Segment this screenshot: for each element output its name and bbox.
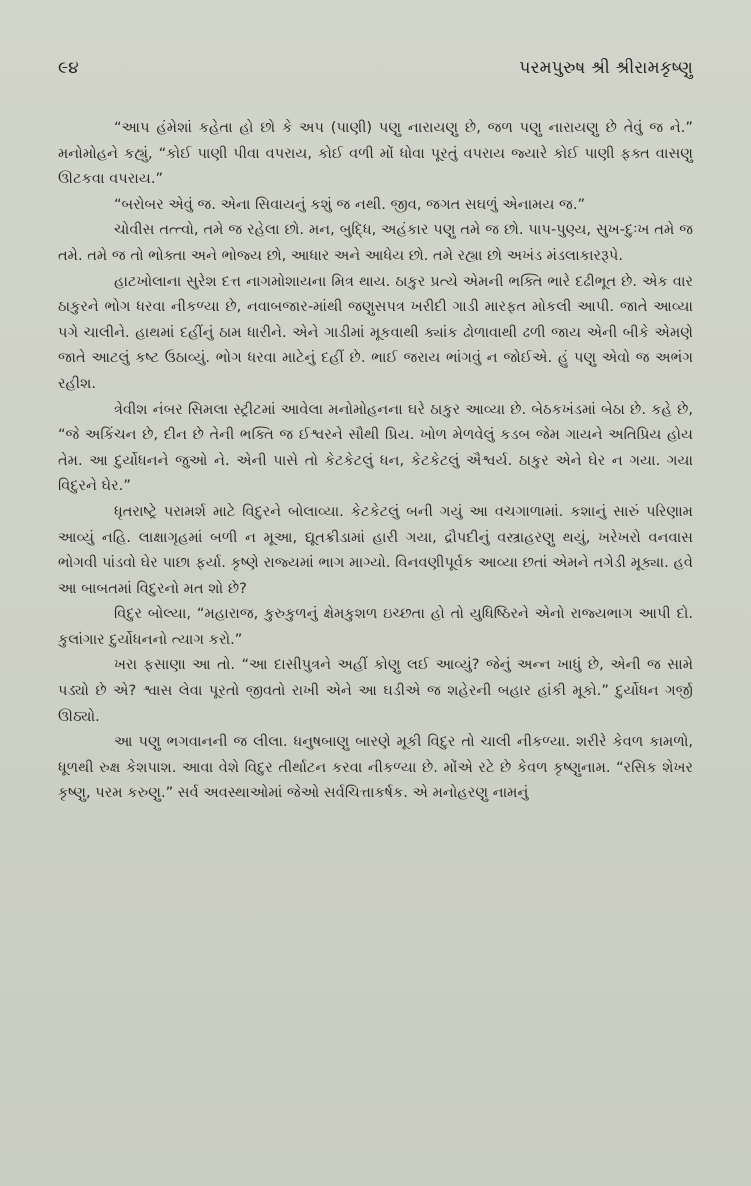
paragraph: વિદુર બોલ્યા, “મહારાજ, કુરુકુળનું ક્ષેમકુશળ ઇચ્છતા હો તો યુધિષ્ઠિરને એનો રાજ્યભાગ આપી દો. કુલાંગાર દુર્યોધનનો ત્યાગ કરો.” [58, 605, 693, 648]
page-body [58, 115, 693, 806]
page-header [58, 58, 693, 78]
paragraph: આ પણુ ભગવાનની જ લીલા. ધનુષબાણુ બારણે મૂકી વિદુર તો ચાલી નીકળ્યા. શરીરે કેવળ કામળો, ધૂળથી રુક્ષ કેશપાશ. આવા વેશે વિદુર તીર્થાટન કરવા નીકળ્યા છે. મોંએ રટે છે કેવળ કૃષ્ણુનામ. “રસિક શેખર કૃષ્ણુ, પરમ કરુણુ.” સર્વ અવસ્થાઓમાં જેઓ સર્વચિત્તાકર્ષક. એ મનોહરણુ નામનું [58, 733, 693, 802]
paragraph: હાટખોલાના સુરેશ દત્ત નાગમોશાયના મિત્ર થાય. ઠાકુર પ્રત્યે એમની ભક્તિ ભારે દઢીભૂત છે. એક વાર ઠાકુરને ભોગ ધરવા નીકળ્યા છે, નવાબજાર-માંથી જણુસપત્ર ખરીદી ગાડી મારફત મોકલી આપી. જાતે આવ્યા પગે ચાલીને. હાથમાં દહીંનું ઠામ ધારીને. એને ગાડીમાં મૂકવાથી ક્યાંક ઢોળાવાથી ઢળી જાય એની બીકે એમણે જાતે આટલું કષ્ટ ઉઠાવ્યું. ભોગ ધરવા માટેનું દહીં છે. ભાઈ જરાય ભાંગવું ન જોઈએ. હું પણુ એવો જ અભંગ રહીશ. [58, 272, 693, 392]
paragraph: “આપ હંમેશાં કહેતા હો છો કે અપ (પાણી) પણુ નારાયણુ છે, જળ પણુ નારાયણુ છે તેવું જ ને.” મનોમોહને કહ્યું, “કોઈ પાણી પીવા વપરાય, કોઈ વળી મોં ધોવા પૂરતું વપરાય જ્યારે કોઈ પાણી ફક્ત વાસણુ ઊટકવા વપરાય.” [58, 119, 693, 188]
page-number: ૯૪ [58, 58, 79, 78]
paragraph: ચોવીસ તત્ત્વો, તમે જ રહેલા છો. મન, બુદ્ધિ, અહંકાર પણુ તમે જ છો. પાપ-પુણ્ય, સુખ-દુઃખ તમે જ તમે. તમે જ તો ભોક્તા અને ભોજ્ય છો, આધાર અને આધેય છો. તમે રહ્યા છો અખંડ મંડલાકારરૂપે. [58, 221, 693, 264]
paragraph: ધૃતરાષ્ટ્રે પરામર્શ માટે વિદુરને બોલાવ્યા. કેટકેટલું બની ગયું આ વચગાળામાં. કશાનું સારું પરિણામ આવ્યું નહિ. લાક્ષાગૃહમાં બળી ન મૂઆ, દ્યૂતક્રીડામાં હારી ગયા, દ્રૌપદીનું વસ્ત્રાહરણુ થયું, ખરેખરો વનવાસ ભોગવી પાંડવો ઘેર પાછા ફર્યા. કૃષ્ણે રાજ્યમાં ભાગ માગ્યો. વિનવણીપૂર્વક આવ્યા છતાં એમને તગેડી મૂક્યા. હવે આ બાબતમાં વિદુરનો મત શો છે? [58, 502, 693, 597]
paragraph: ત્રેવીશ નંબર સિમલા સ્ટ્રીટમાં આવેલા મનોમોહનના ઘરે ઠાકુર આવ્યા છે. બેઠકખંડમાં બેઠા છે. કહે છે, “જે અકિંચન છે, દીન છે તેની ભક્તિ જ ઈશ્વરને સૌથી પ્રિય. ખોળ મેળવેલું કડબ જેમ ગાયને અતિપ્રિય હોય તેમ. આ દુર્યોધનને જુઓ ને. એની પાસે તો કેટકેટલું ધન, કેટકેટલું ઐશ્વર્ય. ઠાકુર એને ઘેર ન ગયા. ગયા વિદુરને ઘેર.” [58, 400, 693, 495]
running-title: પરમપુરુષ શ્રી શ્રીરામકૃષ્ણુ [519, 58, 693, 78]
paragraph: ખરા ફસાણા આ તો. “આ દાસીપુત્રને અહીં કોણુ લઈ આવ્યું? જેનું અન્ન ખાધું છે, એની જ સામે પડ્યો છે એ? શ્વાસ લેવા પૂરતો જીવતો રાખી એને આ ઘડીએ જ શહેરની બહાર હાંકી મૂકો.” દુર્યોધન ગર્જી ઊઠ્યો. [58, 656, 693, 725]
paragraph: “બરોબર એવું જ. એના સિવાયનું કશું જ નથી. જીવ, જગત સઘળું એનામય જ.” [114, 195, 586, 213]
